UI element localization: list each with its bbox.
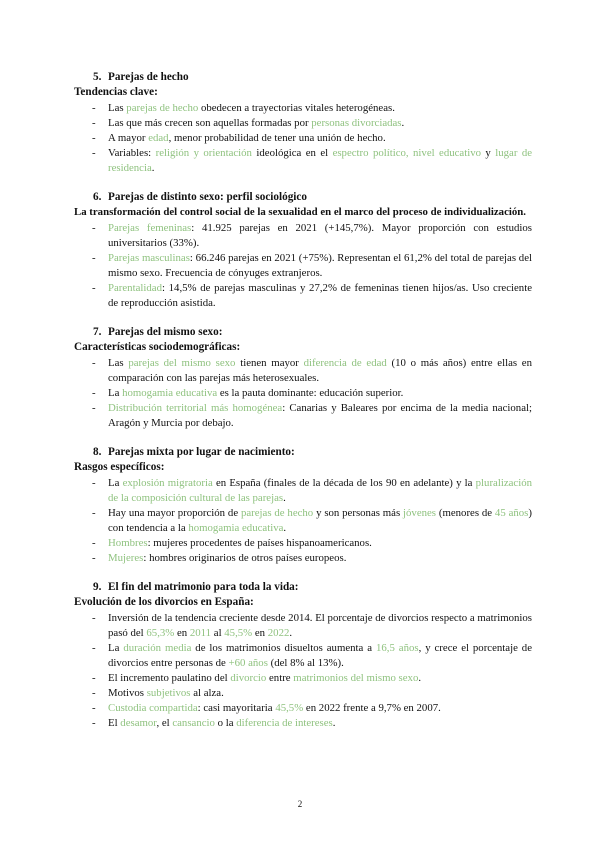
text-run: Hay una mayor proporción de	[108, 507, 241, 519]
list-item	[74, 386, 532, 401]
section-number: 9.	[93, 581, 102, 593]
highlighted-term: 45 años	[494, 507, 529, 519]
section-subheading: Evolución de los divorcios en España:	[74, 596, 254, 608]
bullet-dash: -	[92, 642, 96, 654]
text-run: (menores de	[436, 507, 495, 519]
bullet-dash: -	[92, 672, 96, 684]
highlighted-term: homogamia educativa	[188, 522, 284, 534]
list-item	[74, 551, 532, 566]
section-heading	[74, 580, 532, 595]
highlighted-term: Hombres	[108, 537, 148, 549]
list-item	[74, 671, 532, 686]
section-number: 7.	[93, 326, 102, 338]
text-run: y	[481, 147, 496, 159]
bullet-dash: -	[92, 537, 96, 549]
list-item	[74, 536, 532, 551]
text-run: .	[401, 117, 405, 129]
highlighted-term: duración media	[123, 642, 192, 654]
section-title: Parejas de distinto sexo: perfil sociológico	[108, 191, 307, 203]
text-run: Las que más crecen son aquellas formadas por	[108, 117, 312, 129]
highlighted-term: jóvenes	[403, 507, 437, 519]
text-run: en 2022 frente a 9,7% en 2007.	[303, 702, 441, 714]
section-heading	[74, 190, 532, 205]
section-number: 6.	[93, 191, 102, 203]
list-item	[74, 281, 532, 311]
highlighted-term: explosión migratoria	[122, 477, 213, 489]
bullet-dash: -	[92, 387, 96, 399]
highlighted-term: 65,3%	[146, 627, 175, 639]
text-run: , menor probabilidad de tener una unión de hecho.	[168, 132, 386, 144]
section-title: Parejas mixta por lugar de nacimiento:	[108, 446, 295, 458]
text-run: ) con tendencia a la	[108, 507, 532, 534]
bullet-dash: -	[92, 552, 96, 564]
text-run: al alza.	[190, 687, 224, 699]
text-run: : 66.246 parejas en 2021 (+75%). Representan el 61,2% del total de parejas del mismo sexo. Frecuencia de cónyuges extranjeros.	[108, 252, 532, 279]
highlighted-term: 2022	[267, 627, 290, 639]
bullet-dash: -	[92, 507, 96, 519]
document-content	[74, 70, 532, 745]
highlighted-term: 2011	[189, 627, 212, 639]
text-run: y son personas más	[313, 507, 404, 519]
bullet-dash: -	[92, 477, 96, 489]
list-item	[74, 356, 532, 386]
text-run: Inversión de la tendencia creciente desde 2014. El porcentaje de divorcios respecto a matrimonios pasó del	[108, 612, 532, 639]
bullet-dash: -	[92, 117, 96, 129]
text-run: Motivos	[108, 687, 147, 699]
highlighted-term: Custodia compartida	[108, 702, 198, 714]
highlighted-term: Parejas femeninas	[108, 222, 192, 234]
text-run: Las	[108, 102, 127, 114]
list-item	[74, 131, 532, 146]
text-run: en	[174, 627, 190, 639]
list-item	[74, 506, 532, 536]
highlighted-term: desamor	[120, 717, 157, 729]
text-run: La	[108, 387, 123, 399]
highlighted-term: matrimonios del mismo sexo	[293, 672, 419, 684]
text-run: al	[211, 627, 225, 639]
highlighted-term: diferencia de edad	[303, 357, 387, 369]
highlighted-term: Parentalidad	[108, 282, 162, 294]
highlighted-term: Mujeres	[108, 552, 144, 564]
bullet-list	[74, 221, 532, 311]
bullet-dash: -	[92, 222, 96, 234]
list-item	[74, 716, 532, 731]
text-run: ideológica en el	[251, 147, 333, 159]
highlighted-term: 45,5%	[275, 702, 304, 714]
section	[74, 580, 532, 731]
highlighted-term: lugar de residencia	[108, 147, 533, 174]
bullet-dash: -	[92, 612, 96, 624]
bullet-list	[74, 611, 532, 731]
bullet-dash: -	[92, 132, 96, 144]
section-heading	[74, 445, 532, 460]
text-run: El	[108, 717, 121, 729]
section-number: 5.	[93, 71, 102, 83]
list-item	[74, 101, 532, 116]
text-run: es la pauta dominante: educación superior.	[217, 387, 404, 399]
text-run: .	[289, 627, 293, 639]
text-run: .	[283, 492, 286, 504]
highlighted-term: religión y orientación	[155, 147, 252, 159]
section-number: 8.	[93, 446, 102, 458]
bullet-dash: -	[92, 102, 96, 114]
section-subheading: Características sociodemográficas:	[74, 341, 241, 353]
list-item	[74, 146, 532, 176]
text-run: (10 o más años) entre ellas en comparación con las parejas más heterosexuales.	[108, 357, 532, 384]
highlighted-term: cansancio	[172, 717, 215, 729]
text-run: (del 8% al 13%).	[267, 657, 344, 669]
highlighted-term: 45,5%	[224, 627, 253, 639]
text-run: : 14,5% de parejas masculinas y 27,2% de femeninas tienen hijos/as. Uso creciente de reproducción asistida.	[108, 282, 532, 309]
text-run: A mayor	[108, 132, 149, 144]
text-run: tienen mayor	[235, 357, 304, 369]
text-run: La	[108, 642, 124, 654]
list-item	[74, 221, 532, 251]
section	[74, 190, 532, 311]
bullet-dash: -	[92, 252, 96, 264]
section-subheading: Tendencias clave:	[74, 86, 158, 98]
section	[74, 445, 532, 566]
list-item	[74, 401, 532, 431]
list-item	[74, 251, 532, 281]
bullet-dash: -	[92, 282, 96, 294]
highlighted-term: edad	[148, 132, 169, 144]
section-subheading: Rasgos específicos:	[74, 461, 165, 473]
text-run: en España (finales de la década de los 90 en adelante) y la	[212, 477, 476, 489]
highlighted-term: espectro político, nivel educativo	[332, 147, 482, 159]
text-run: La	[108, 477, 123, 489]
text-run: .	[151, 162, 155, 174]
highlighted-term: pluralización de la composición cultural de las parejas	[108, 477, 533, 504]
text-run: o la	[214, 717, 237, 729]
text-run: de los matrimonios disueltos aumenta a	[191, 642, 376, 654]
bullet-dash: -	[92, 717, 96, 729]
list-item	[74, 641, 532, 671]
highlighted-term: homogamia educativa	[122, 387, 218, 399]
text-run: : Canarias y Baleares por encima de la media nacional; Aragón y Murcia por debajo.	[108, 402, 532, 429]
bullet-dash: -	[92, 357, 96, 369]
highlighted-term: +60 años	[228, 657, 268, 669]
section-title: El fin del matrimonio para toda la vida:	[108, 581, 299, 593]
text-run: : hombres originarios de otros países europeos.	[143, 552, 347, 564]
page-number: 2	[297, 799, 303, 809]
text-run: Variables:	[108, 147, 156, 159]
highlighted-term: subjetivos	[146, 687, 191, 699]
highlighted-term: divorcio	[230, 672, 267, 684]
list-item	[74, 686, 532, 701]
bullet-list	[74, 356, 532, 431]
bullet-dash: -	[92, 687, 96, 699]
text-run: .	[332, 717, 336, 729]
list-item	[74, 116, 532, 131]
text-run: : 41.925 parejas en 2021 (+145,7%). Mayor proporción con estudios universitarios (33%).	[108, 222, 532, 249]
bullet-list	[74, 476, 532, 566]
highlighted-term: diferencia de intereses	[236, 717, 333, 729]
section-title: Parejas del mismo sexo:	[108, 326, 223, 338]
bullet-dash: -	[92, 402, 96, 414]
list-item	[74, 611, 532, 641]
highlighted-term: Parejas masculinas	[108, 252, 190, 264]
section-heading	[74, 70, 532, 85]
text-run: El incremento paulatino del	[108, 672, 231, 684]
highlighted-term: parejas de hecho	[240, 507, 314, 519]
highlighted-term: 16,5 años	[375, 642, 419, 654]
text-run: , y crece el porcentaje de divorcios entre personas de	[108, 642, 532, 669]
highlighted-term: Distribución territorial más homogénea	[108, 402, 283, 414]
list-item	[74, 701, 532, 716]
section-heading	[74, 325, 532, 340]
text-run: obedecen a trayectorias vitales heterogéneas.	[198, 102, 395, 114]
text-run: : mujeres procedentes de países hispanoamericanos.	[147, 537, 372, 549]
text-run: : casi mayoritaria	[197, 702, 276, 714]
text-run: en	[252, 627, 268, 639]
text-run: Las	[108, 357, 129, 369]
text-run: .	[418, 672, 422, 684]
highlighted-term: personas divorciadas	[311, 117, 402, 129]
bullet-dash: -	[92, 702, 96, 714]
highlighted-term: parejas de hecho	[126, 102, 199, 114]
bullet-list	[74, 101, 532, 176]
section-paragraph: La transformación del control social de la sexualidad en el marco del proceso de individualización.	[74, 206, 526, 218]
text-run: , el	[156, 717, 173, 729]
highlighted-term: parejas del mismo sexo	[128, 357, 236, 369]
section	[74, 70, 532, 176]
section-title: Parejas de hecho	[108, 71, 189, 83]
bullet-dash: -	[92, 147, 96, 159]
section	[74, 325, 532, 431]
list-item	[74, 476, 532, 506]
text-run: entre	[266, 672, 294, 684]
text-run: .	[283, 522, 287, 534]
